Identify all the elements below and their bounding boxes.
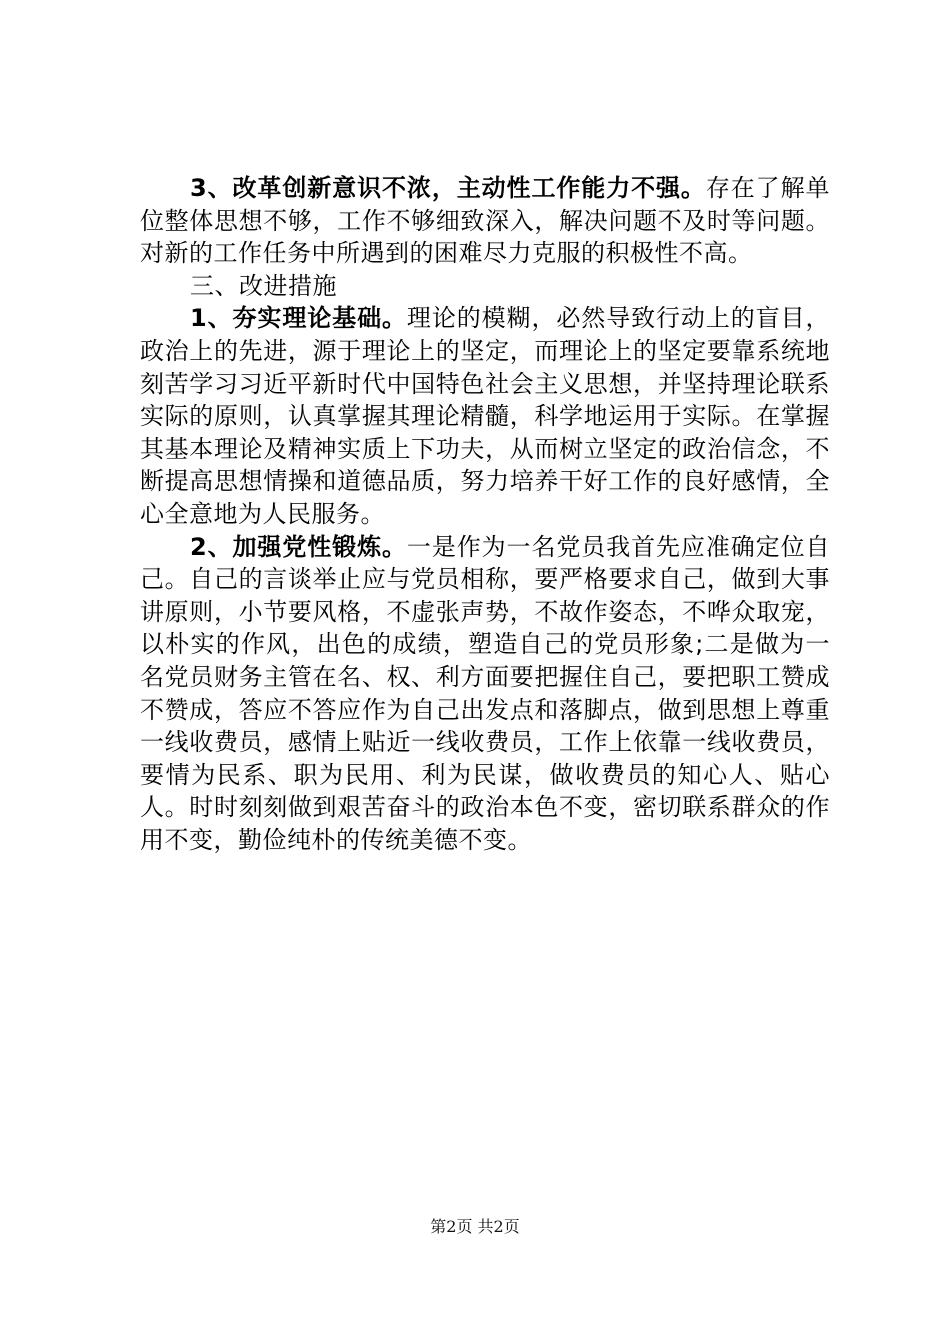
paragraph-text: 存在了解单位整体思想不够，工作不够细致深入，解决问题不及时等问题。对新的工作任务中所遇到的困难尽力克服的积极性不高。 — [140, 174, 831, 268]
paragraph-lead: 1、夯实理论基础。 — [190, 304, 407, 333]
section-heading: 三、改进措施 — [190, 271, 337, 300]
paragraph-measure-2 — [140, 531, 830, 857]
paragraph-issue-3 — [140, 172, 830, 270]
paragraph-text: 理论的模糊，必然导致行动上的盲目，政治上的先进，源于理论上的坚定，而理论上的坚定要靠系统地刻苦学习习近平新时代中国特色社会主义思想，并坚持理论联系实际的原则，认真掌握其理论精髓，科学地运用于实际。在掌握其基本理论及精神实质上下功夫，从而树立坚定的政治信念，不断提高思想情操和道德品质，努力培养干好工作的良好感情，全心全意地为人民服务。 — [140, 304, 830, 528]
paragraph-text: 一是作为一名党员我首先应准确定位自己。自己的言谈举止应与党员相称，要严格要求自己，做到大事讲原则，小节要风格，不虚张声势，不故作姿态，不哗众取宠，以朴实的作风，出色的成绩，塑造自己的党员形象;二是做为一名党员财务主管在名、权、利方面要把握住自己，要把职工赞成不赞成，答应不答应作为自己出发点和落脚点，做到思想上尊重一线收费员，感情上贴近一线收费员，工作上依靠一线收费员，要情为民系、职为民用、利为民谋，做收费员的知心人、贴心人。时时刻刻做到艰苦奋斗的政治本色不变，密切联系群众的作用不变，勤俭纯朴的传统美德不变。 — [140, 532, 830, 854]
paragraph-lead: 3、改革创新意识不浓，主动性工作能力不强。 — [190, 174, 706, 202]
paragraph-lead: 2、加强党性锻炼。 — [190, 532, 407, 561]
document-body — [140, 172, 830, 856]
paragraph-measure-1 — [140, 302, 830, 530]
page-footer: 第2页 共2页 — [430, 1217, 520, 1236]
